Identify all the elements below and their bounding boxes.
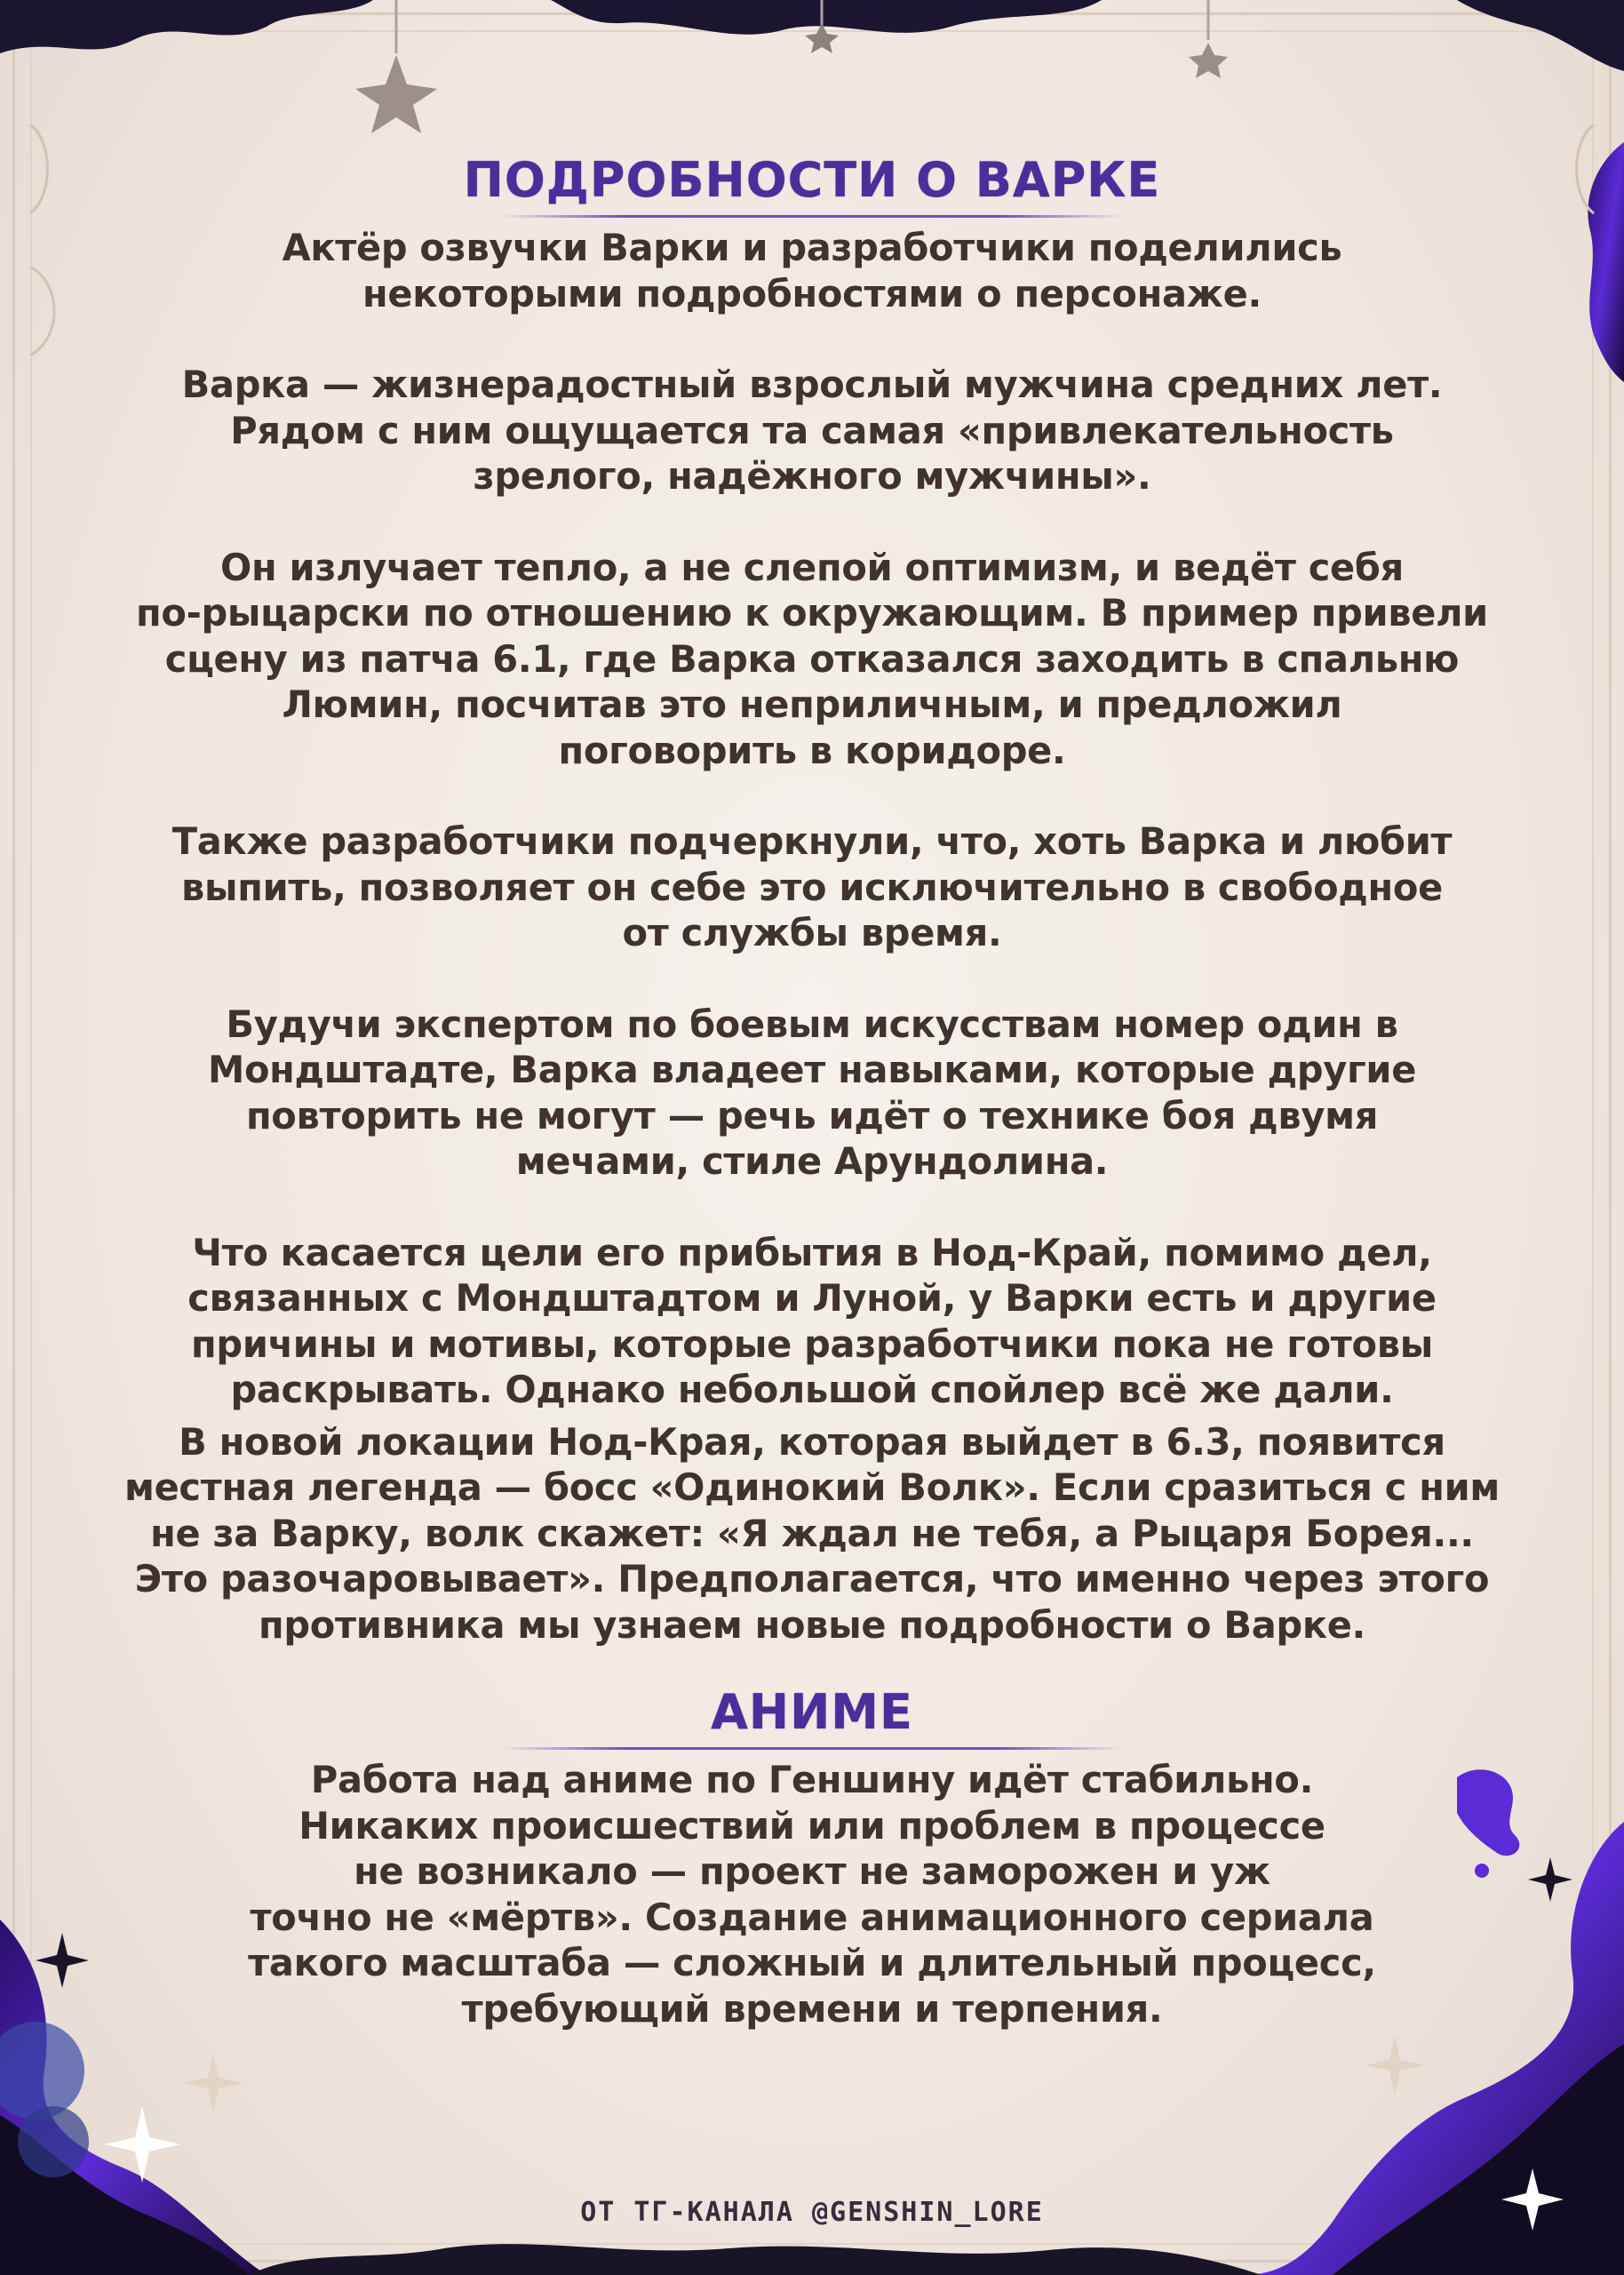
sparkle-icon bbox=[1528, 1857, 1572, 1902]
paragraph: В новой локации Нод-Края, которая выйдет в 6.3, появится местная легенда — босс «Одинокий Волк». Если сразиться с ним не за Варку, волк скажет: «Я ждал не тебя, а Рыцаря Борея... Это разочаровывает». Предполагается, что именно через этого противника мы узнаем новые подробности о Варке. bbox=[123, 1419, 1501, 1647]
paragraph: Также разработчики подчеркнули, что, хоть Варка и любит выпить, позволяет он себе это исключительно в свободное от службы время. bbox=[171, 819, 1453, 954]
star-icon bbox=[355, 55, 437, 133]
section-heading-varka: ПОДРОБНОСТИ О ВАРКЕ bbox=[463, 152, 1161, 208]
heading-divider bbox=[501, 1747, 1123, 1750]
faint-sparkle-icon bbox=[1365, 2035, 1425, 2095]
bottom-torn-edge bbox=[249, 2244, 1262, 2275]
paragraph: Работа над аниме по Геншину идёт стабильно. Никаких происшествий или проблем в процессе не возникало — проект не заморожен и уж точно не «мёртв». Создание анимационного сериала такого масштаба — сложный и длительный процесс, требующий времени и терпения. bbox=[248, 1758, 1376, 2031]
right-purple-splash bbox=[1588, 142, 1624, 382]
paragraph: Он излучает тепло, а не слепой оптимизм, и ведёт себя по-рыцарски по отношению к окружающим. В пример привели сцену из патча 6.1, где Варка отказался заходить в спальню Люмин, посчитав это неприличным, и предложил поговорить в коридоре. bbox=[136, 545, 1488, 772]
star-icon bbox=[1189, 43, 1228, 78]
bottom-left-orb bbox=[0, 2022, 84, 2119]
star-icon bbox=[805, 23, 839, 53]
faint-sparkle-icon bbox=[183, 2053, 243, 2113]
article bbox=[107, 151, 1517, 2032]
top-left-torn-edge bbox=[0, 0, 373, 53]
paragraph: Варка — жизнерадостный взрослый мужчина средних лет. Рядом с ним ощущается та самая «привлекательность зрелого, надёжного мужчины». bbox=[181, 363, 1443, 498]
channel-credit: ОТ ТГ-КАНАЛА @GENSHIN_LORE bbox=[580, 2197, 1044, 2228]
left-ornament bbox=[30, 124, 54, 355]
sparkle-icon bbox=[36, 1933, 89, 1988]
paragraph: Актёр озвучки Варки и разработчики поделились некоторыми подробностями о персонаже. bbox=[282, 226, 1342, 315]
top-center-torn-edge bbox=[551, 0, 1102, 35]
paragraph: Будучи экспертом по боевым искусствам номер один в Мондштадте, Варка владеет навыками, которые другие повторить не могут — речь идёт о технике боя двумя мечами, стиле Арундолина. bbox=[207, 1002, 1417, 1183]
section-heading-anime: АНИМЕ bbox=[711, 1684, 913, 1740]
top-right-torn-edge bbox=[1457, 0, 1624, 71]
paragraph: Что касается цели его прибытия в Нод-Край, помимо дел, связанных с Мондштадтом и Луной, у Варки есть и другие причины и мотивы, которые разработчики пока не готовы раскрывать. Однако небольшой спойлер всё же дали. bbox=[187, 1230, 1437, 1411]
heading-divider bbox=[501, 215, 1123, 218]
